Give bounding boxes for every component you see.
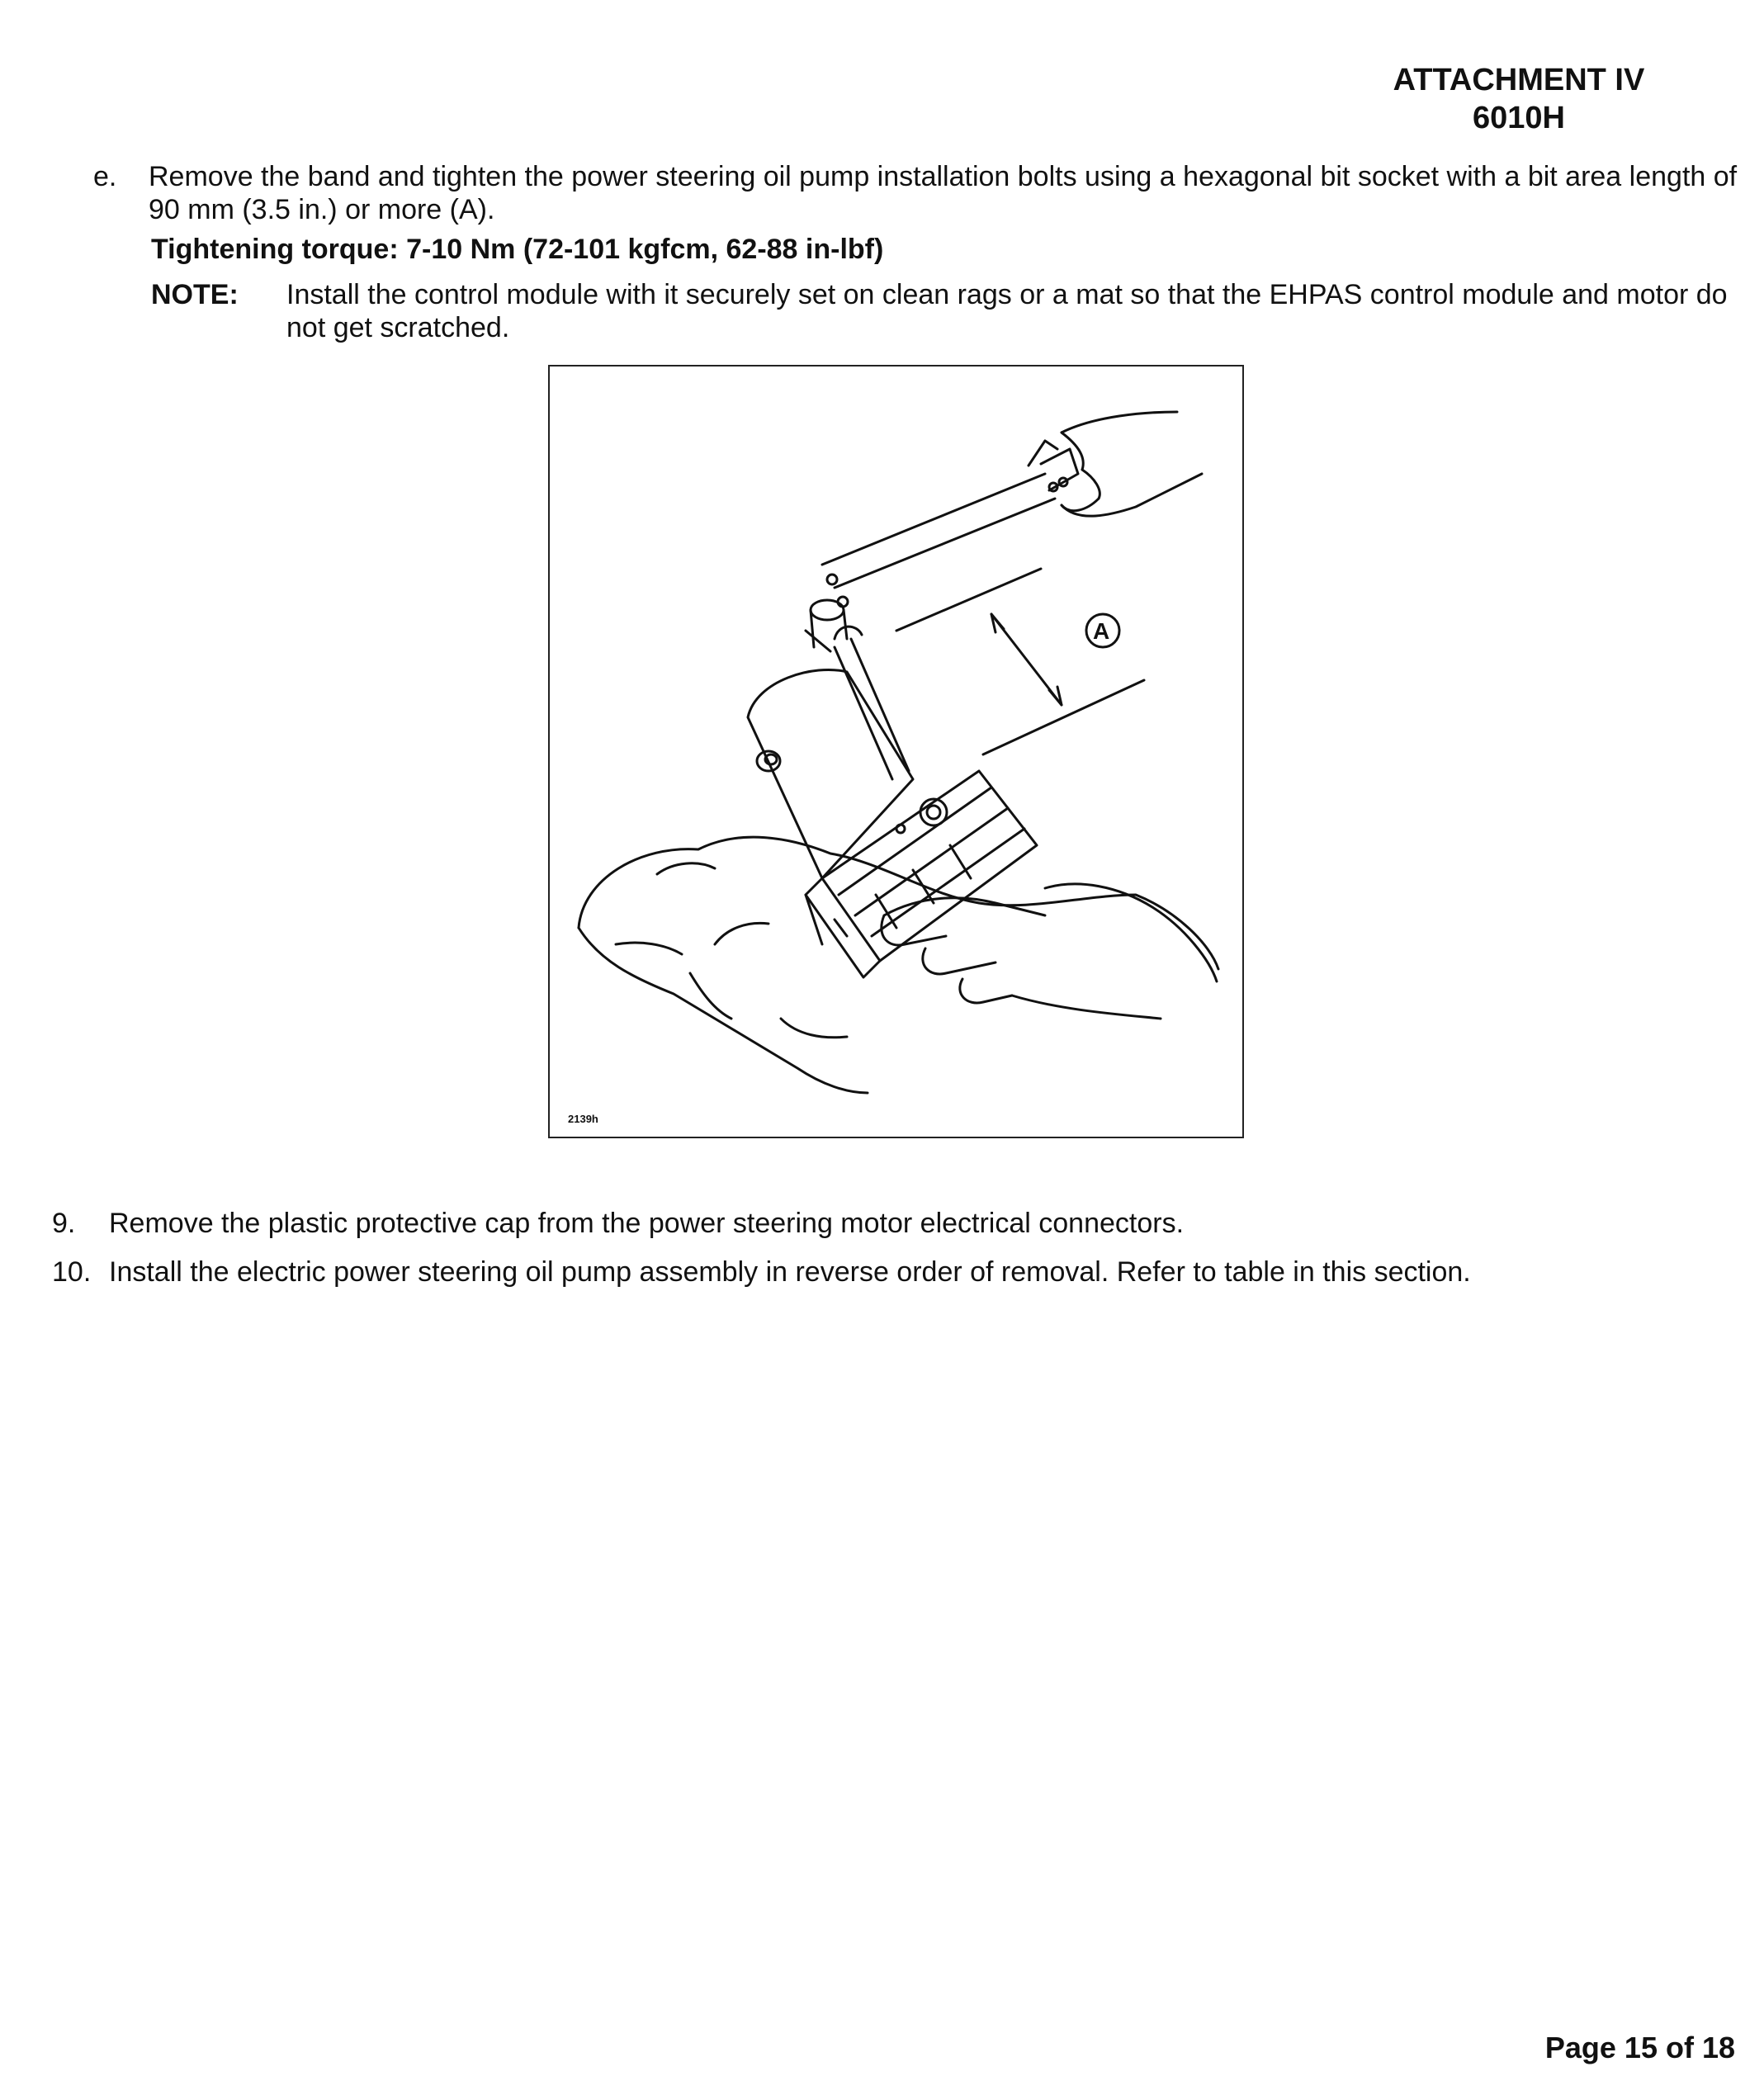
- step-10-text: Install the electric power steering oil pump assembly in reverse order of removal. Refer to table in this section.: [109, 1256, 1471, 1288]
- document-code: 6010H: [1473, 101, 1565, 135]
- note-text: Install the control module with it securely set on clean rags or a mat so that the EHPAS control module and motor do not get scratched.: [286, 279, 1728, 343]
- note-label: NOTE:: [151, 279, 239, 310]
- callout-a: A: [1093, 618, 1110, 644]
- step-9-text: Remove the plastic protective cap from the power steering motor electrical connectors.: [109, 1208, 1185, 1239]
- page-number: Page 15 of 18: [1544, 2031, 1735, 2064]
- tightening-torque: Tightening torque: 7-10 Nm (72-101 kgfcm, 62-88 in-lbf): [151, 234, 884, 265]
- figure-id: 2139h: [568, 1113, 598, 1125]
- step-9-number: 9.: [52, 1208, 76, 1239]
- attachment-header: [1288, 61, 1750, 137]
- pump-installation-figure: [548, 365, 1244, 1138]
- attachment-title: ATTACHMENT IV: [1393, 63, 1645, 97]
- step-e-text: Remove the band and tighten the power steering oil pump installation bolts using a hexagonal bit socket with a bit area length of 90 mm (3.5 in.) or more (A).: [149, 161, 1738, 225]
- step-e-label: e.: [93, 161, 117, 192]
- step-10-number: 10.: [52, 1256, 92, 1288]
- pump-illustration: [550, 366, 1242, 1137]
